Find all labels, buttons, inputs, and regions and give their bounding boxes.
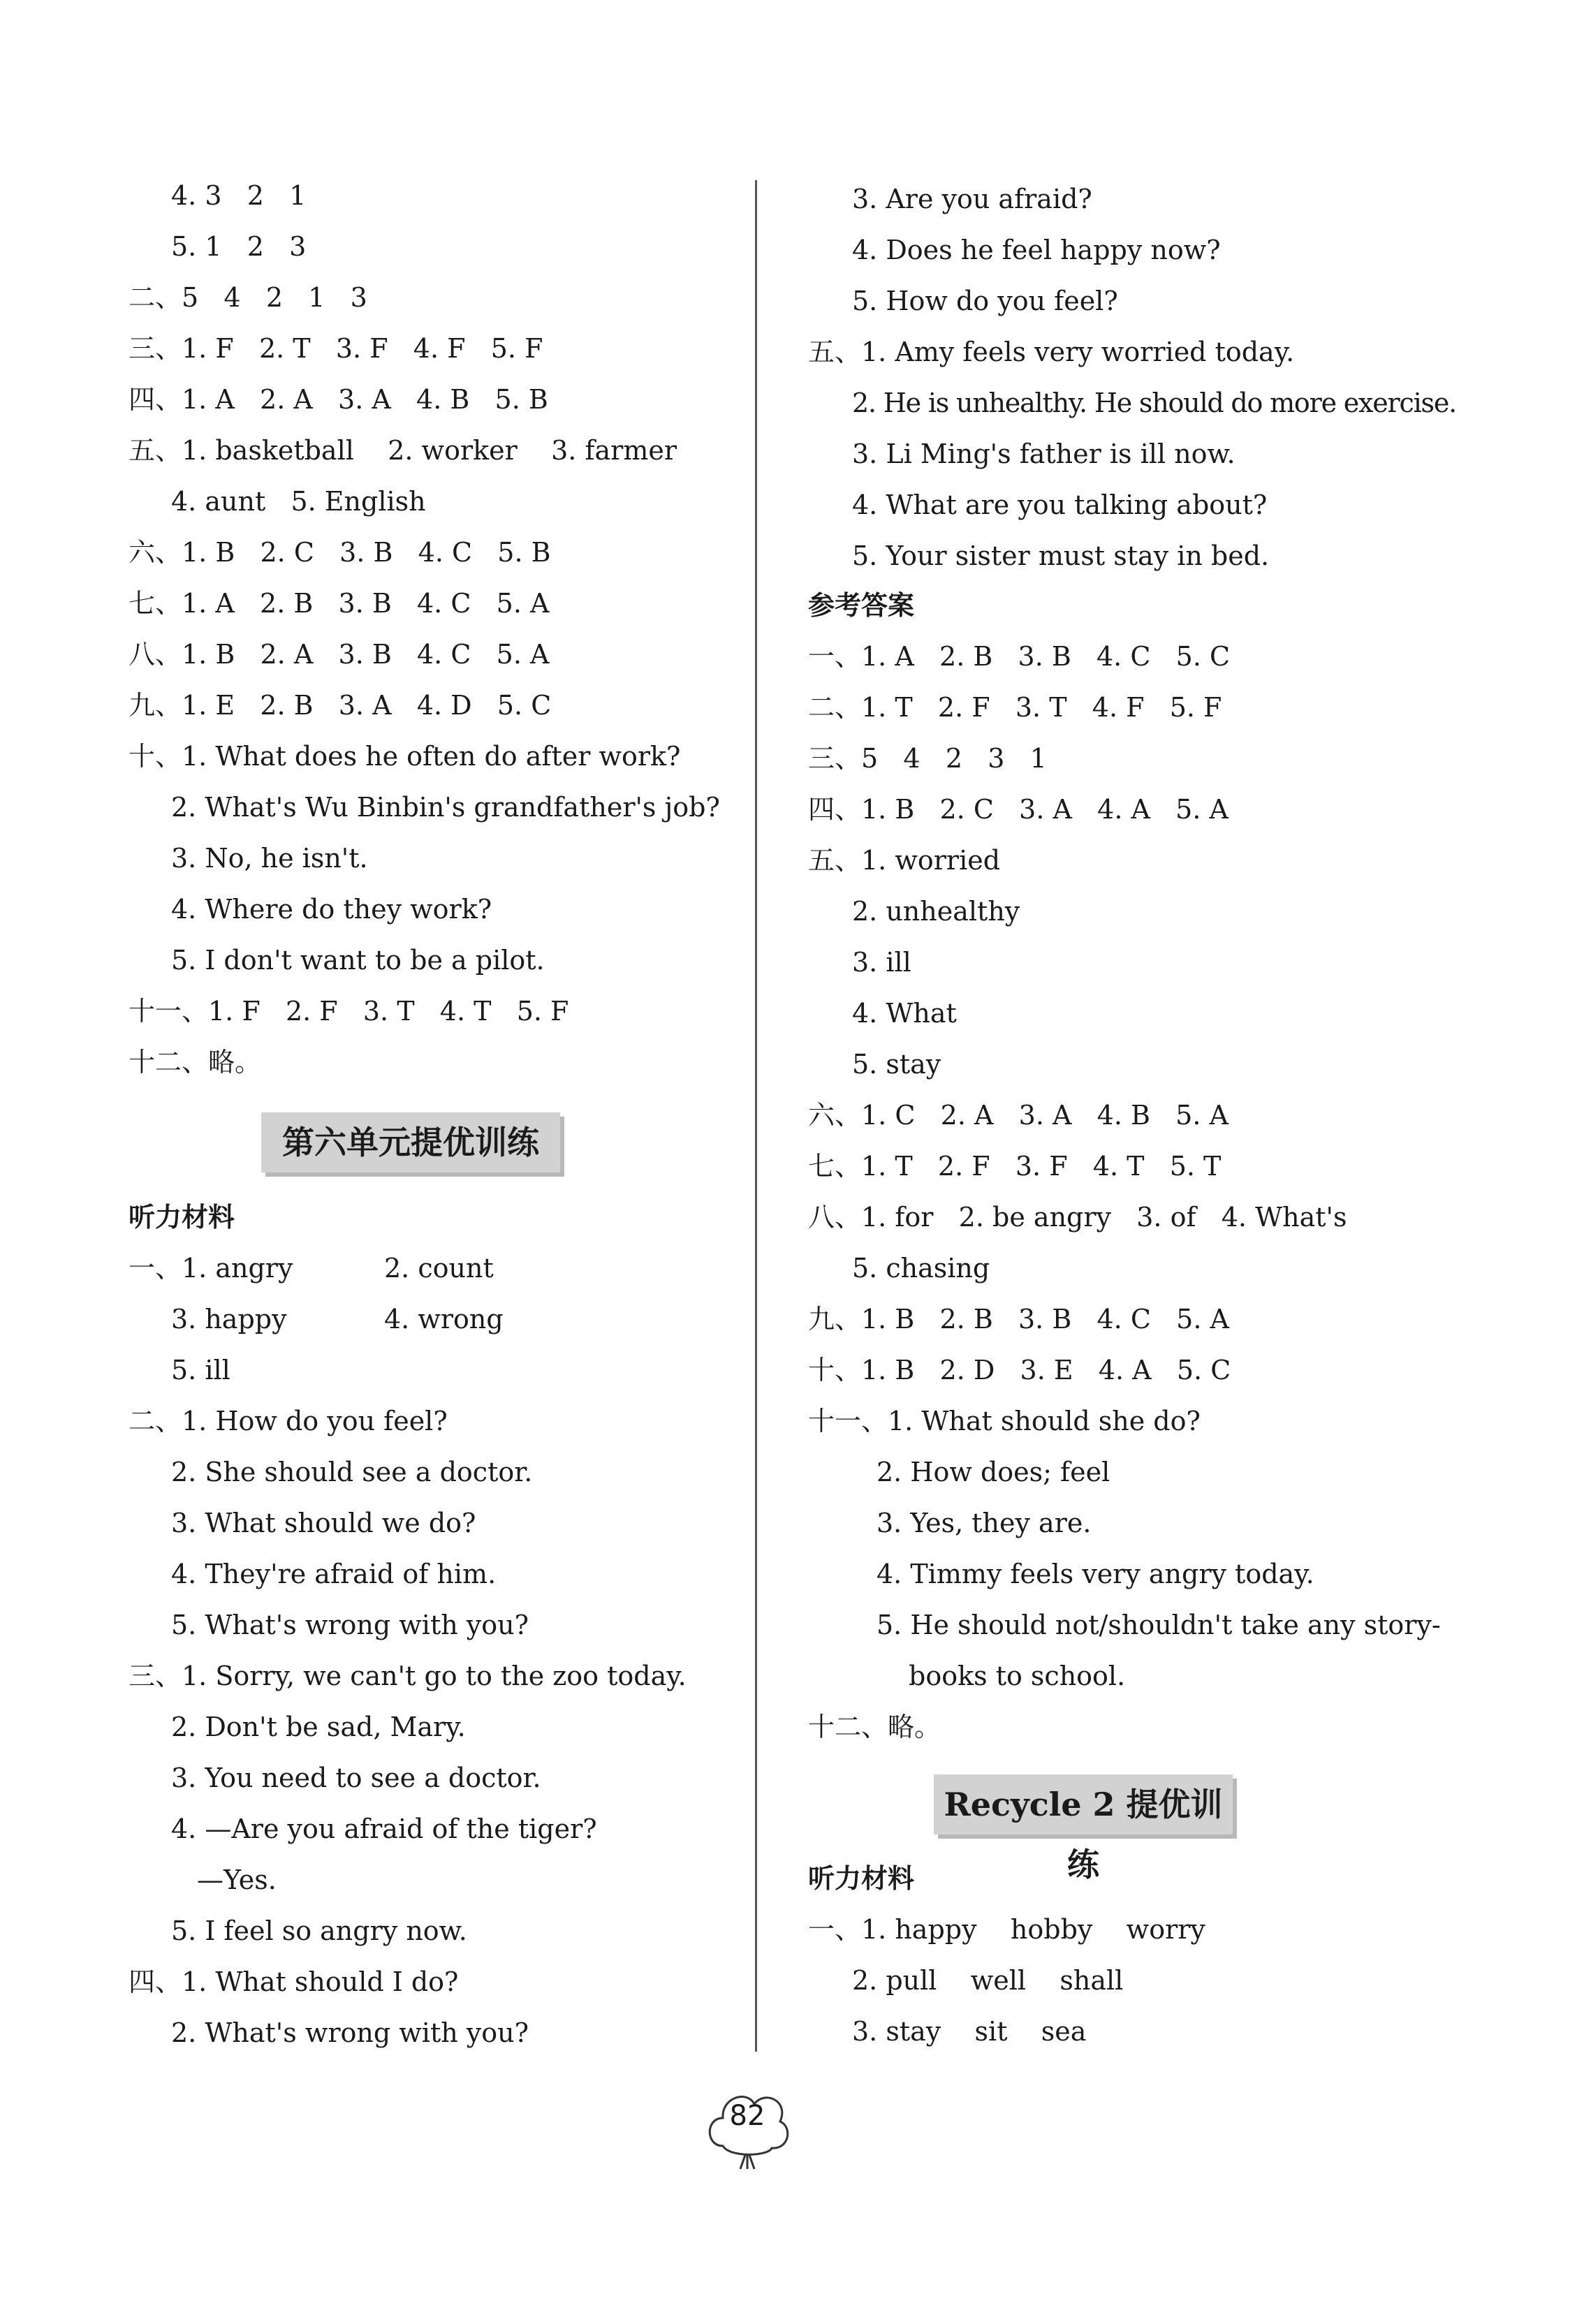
answer-line: 3. Li Ming's father is ill now. [852,439,1235,469]
answer-line: 4. 3 2 1 [171,180,307,211]
answer-line: 2. unhealthy [852,896,1020,927]
answer-line: 九、1. B 2. B 3. B 4. C 5. A [808,1304,1229,1334]
answer-line: 一、1. A 2. B 3. B 4. C 5. C [808,641,1231,672]
recycle-banner: Recycle 2 提优训练 [934,1774,1233,1834]
answer-line: 五、1. basketball 2. worker 3. farmer [129,435,677,466]
answer-line: 八、1. B 2. A 3. B 4. C 5. A [129,639,550,670]
answer-line: 3. Yes, they are. [877,1508,1092,1538]
answer-line: 2. pull well shall [852,1965,1124,1996]
answer-line: 一、1. happy hobby worry [808,1914,1205,1945]
answer-line: 二、1. How do you feel? [129,1406,448,1436]
answer-line: 七、1. A 2. B 3. B 4. C 5. A [129,588,550,619]
answer-line: 七、1. T 2. F 3. F 4. T 5. T [808,1151,1222,1182]
listening-heading: 听力材料 [808,1863,915,1894]
listening-heading: 听力材料 [129,1202,235,1233]
answer-line: 5. 1 2 3 [171,231,307,262]
answer-line: 5. I feel so angry now. [171,1915,467,1946]
answer-line: —Yes. [197,1865,277,1895]
answer-line: 五、1. worried [808,845,1001,876]
answer-line: 一、1. angry [129,1253,293,1284]
answer-line: 2. Don't be sad, Mary. [171,1712,466,1742]
answer-line: 六、1. B 2. C 3. B 4. C 5. B [129,537,551,568]
answer-line: 2. What's wrong with you? [171,2017,529,2048]
answer-line: 3. happy [171,1304,287,1334]
answer-line: 3. stay sit sea [852,2016,1087,2047]
answer-line: 十、1. What does he often do after work? [129,741,681,772]
answer-line: 5. Your sister must stay in bed. [852,540,1270,571]
answer-line: 5. What's wrong with you? [171,1610,529,1640]
answer-line: 5. stay [852,1049,941,1080]
answer-line: 4. What are you talking about? [852,490,1268,520]
answer-line: 十二、略。 [808,1712,941,1742]
answer-line: 二、5 4 2 1 3 [129,282,367,313]
answer-line: 4. Does he feel happy now? [852,235,1221,265]
answer-line: 十、1. B 2. D 3. E 4. A 5. C [808,1355,1231,1385]
answer-line: 4. They're afraid of him. [171,1559,497,1589]
answer-line: 二、1. T 2. F 3. T 4. F 5. F [808,692,1222,723]
answer-line: 2. He is unhealthy. He should do more exercise. [852,388,1457,418]
answer-line: 3. You need to see a doctor. [171,1763,541,1793]
answer-line: 四、1. B 2. C 3. A 4. A 5. A [808,794,1229,825]
answer-line: 4. What [852,998,957,1029]
answer-line: 三、1. Sorry, we can't go to the zoo today. [129,1661,687,1691]
answer-line: 2. She should see a doctor. [171,1457,533,1487]
unit-banner: 第六单元提优训练 [261,1112,560,1172]
answer-line: 3. No, he isn't. [171,843,368,874]
answer-line: 十一、1. F 2. F 3. T 4. T 5. F [129,996,569,1027]
answer-line: 3. Are you afraid? [852,184,1092,214]
answer-line: 十二、略。 [129,1047,262,1078]
answer-line: 3. What should we do? [171,1508,476,1538]
answer-line: 5. He should not/shouldn't take any story- [877,1610,1441,1640]
answer-line: 三、1. F 2. T 3. F 4. F 5. F [129,333,543,364]
answer-line: 2. count [384,1253,494,1284]
answer-line: 5. I don't want to be a pilot. [171,945,545,976]
answer-line: 4. Timmy feels very angry today. [877,1559,1314,1589]
answer-line: 四、1. A 2. A 3. A 4. B 5. B [129,384,548,415]
answer-line: 3. ill [852,947,911,978]
answer-line: 4. aunt 5. English [171,486,426,517]
answers-heading: 参考答案 [808,590,915,621]
answer-line: 4. Where do they work? [171,894,492,925]
answer-line: 4. —Are you afraid of the tiger? [171,1814,597,1844]
answer-line: 八、1. for 2. be angry 3. of 4. What's [808,1202,1347,1233]
answer-line: 五、1. Amy feels very worried today. [808,337,1295,367]
page-number: 82 [729,2100,765,2132]
answer-line: 四、1. What should I do? [129,1966,459,1997]
answer-line: 5. How do you feel? [852,286,1118,316]
answer-line: 4. wrong [384,1304,504,1334]
answer-line: 2. How does; feel [877,1457,1110,1487]
answer-line: 5. ill [171,1355,230,1385]
answer-line: 5. chasing [852,1253,990,1284]
answer-line: 十一、1. What should she do? [808,1406,1201,1436]
answer-line: books to school. [909,1661,1126,1691]
answer-line: 三、5 4 2 3 1 [808,743,1047,774]
answer-line: 九、1. E 2. B 3. A 4. D 5. C [129,690,552,721]
answer-line: 六、1. C 2. A 3. A 4. B 5. A [808,1100,1229,1131]
answer-line: 2. What's Wu Binbin's grandfather's job? [171,792,720,823]
column-divider [755,180,757,2052]
